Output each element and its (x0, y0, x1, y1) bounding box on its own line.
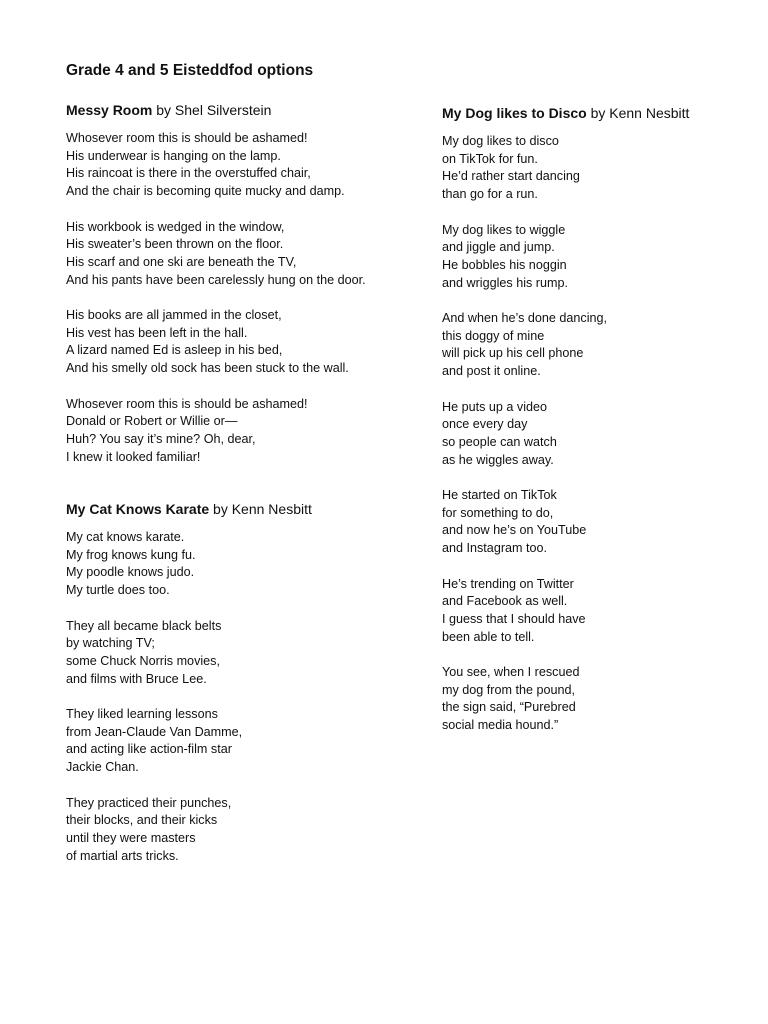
poem-my-dog-likes-to-disco (442, 104, 689, 753)
poem-line: He’s trending on Twitter (442, 576, 574, 591)
poem-line: as he wiggles away. (442, 452, 554, 467)
poem-line: Whosever room this is should be ashamed! (66, 396, 308, 411)
poem-heading (66, 500, 312, 518)
poem-stanzas (442, 133, 689, 735)
poem-line: social media hound.” (442, 718, 559, 733)
poem-line: Donald or Robert or Willie or— (66, 414, 238, 429)
poem-line: and wriggles his rump. (442, 275, 568, 290)
poem-stanza (442, 222, 689, 293)
poem-stanza (442, 576, 689, 647)
poem-line: My dog likes to disco (442, 134, 559, 148)
poem-line: of martial arts tricks. (66, 848, 179, 863)
poem-stanza (66, 618, 312, 689)
poem-stanza (442, 487, 689, 558)
poem-my-cat-knows-karate (66, 500, 312, 883)
poem-stanza (66, 307, 366, 378)
poem-line: and films with Bruce Lee. (66, 671, 207, 686)
poem-line: than go for a run. (442, 187, 538, 202)
poem-line: And the chair is becoming quite mucky and damp. (66, 184, 345, 199)
poem-line: by watching TV; (66, 636, 155, 651)
poem-title: My Cat Knows Karate (66, 501, 210, 517)
poem-line: His underwear is hanging on the lamp. (66, 148, 281, 163)
poem-line: and jiggle and jump. (442, 240, 555, 255)
poem-line: and now he’s on YouTube (442, 523, 587, 538)
poem-line: this doggy of mine (442, 328, 545, 343)
poem-line: They liked learning lessons (66, 707, 218, 721)
poem-line: You see, when I rescued (442, 665, 580, 679)
poem-line: I guess that I should have (442, 611, 586, 626)
poem-author: by Shel Silverstein (156, 102, 272, 118)
poem-line: will pick up his cell phone (442, 346, 584, 361)
poem-line: once every day (442, 417, 528, 432)
poem-line: His books are all jammed in the closet, (66, 308, 282, 322)
poem-stanza (442, 399, 689, 470)
poem-stanza (66, 795, 312, 866)
poem-line: They all became black belts (66, 618, 222, 633)
poem-stanza (66, 529, 312, 600)
poem-stanzas (66, 130, 366, 466)
poem-line: and post it online. (442, 364, 541, 379)
poem-line: His vest has been left in the hall. (66, 325, 248, 340)
poem-line: My dog likes to wiggle (442, 222, 566, 237)
poem-line: and acting like action-film star (66, 742, 232, 757)
poem-line: and Facebook as well. (442, 594, 568, 609)
poem-stanza (66, 130, 366, 201)
poem-line: their blocks, and their kicks (66, 813, 218, 828)
poem-line: Jackie Chan. (66, 760, 139, 775)
poem-stanzas (66, 529, 312, 865)
poem-line: He bobbles his noggin (442, 257, 567, 272)
poem-line: My turtle does too. (66, 583, 170, 598)
poem-line: And when he’s done dancing, (442, 311, 608, 325)
poem-line: My cat knows karate. (66, 530, 185, 544)
poem-line: for something to do, (442, 505, 554, 520)
poem-line: His workbook is wedged in the window, (66, 219, 285, 234)
poem-stanza (442, 310, 689, 381)
poem-stanza (66, 396, 366, 467)
poem-line: and Instagram too. (442, 541, 548, 556)
poem-line: He puts up a video (442, 399, 548, 414)
poem-title: Messy Room (66, 102, 153, 118)
poem-line: His raincoat is there in the overstuffed chair, (66, 166, 311, 181)
poem-line: Huh? You say it’s mine? Oh, dear, (66, 431, 256, 446)
poem-line: My poodle knows judo. (66, 565, 195, 580)
poem-stanza (66, 219, 366, 290)
poem-line: His sweater’s been thrown on the floor. (66, 237, 284, 252)
poem-line: I knew it looked familiar! (66, 449, 201, 464)
poem-line: And his smelly old sock has been stuck to the wall. (66, 361, 349, 376)
poem-line: They practiced their punches, (66, 795, 232, 810)
poem-author: by Kenn Nesbitt (590, 105, 690, 121)
poem-stanza (442, 133, 689, 204)
poem-line: My frog knows kung fu. (66, 547, 196, 562)
poem-line: He started on TikTok (442, 488, 557, 502)
page-title: Grade 4 and 5 Eisteddfod options (66, 62, 314, 79)
poem-stanza (442, 664, 689, 735)
poem-stanza (66, 706, 312, 777)
poem-line: His scarf and one ski are beneath the TV, (66, 254, 297, 269)
poem-line: A lizard named Ed is asleep in his bed, (66, 343, 283, 358)
poem-author: by Kenn Nesbitt (213, 501, 312, 517)
poem-line: been able to tell. (442, 629, 535, 644)
poem-heading (66, 101, 366, 119)
poem-messy-room (66, 101, 366, 484)
poem-line: the sign said, “Purebred (442, 700, 576, 715)
poem-title: My Dog likes to Disco (442, 105, 587, 121)
poem-line: Whosever room this is should be ashamed! (66, 131, 308, 145)
poem-line: my dog from the pound, (442, 682, 576, 697)
poem-heading (442, 104, 689, 122)
poem-line: And his pants have been carelessly hung on the door. (66, 272, 366, 287)
poem-line: until they were masters (66, 830, 196, 845)
poem-line: some Chuck Norris movies, (66, 653, 220, 668)
poem-line: He’d rather start dancing (442, 169, 580, 184)
poem-line: on TikTok for fun. (442, 151, 538, 166)
poem-line: so people can watch (442, 434, 557, 449)
poem-line: from Jean-Claude Van Damme, (66, 724, 243, 739)
